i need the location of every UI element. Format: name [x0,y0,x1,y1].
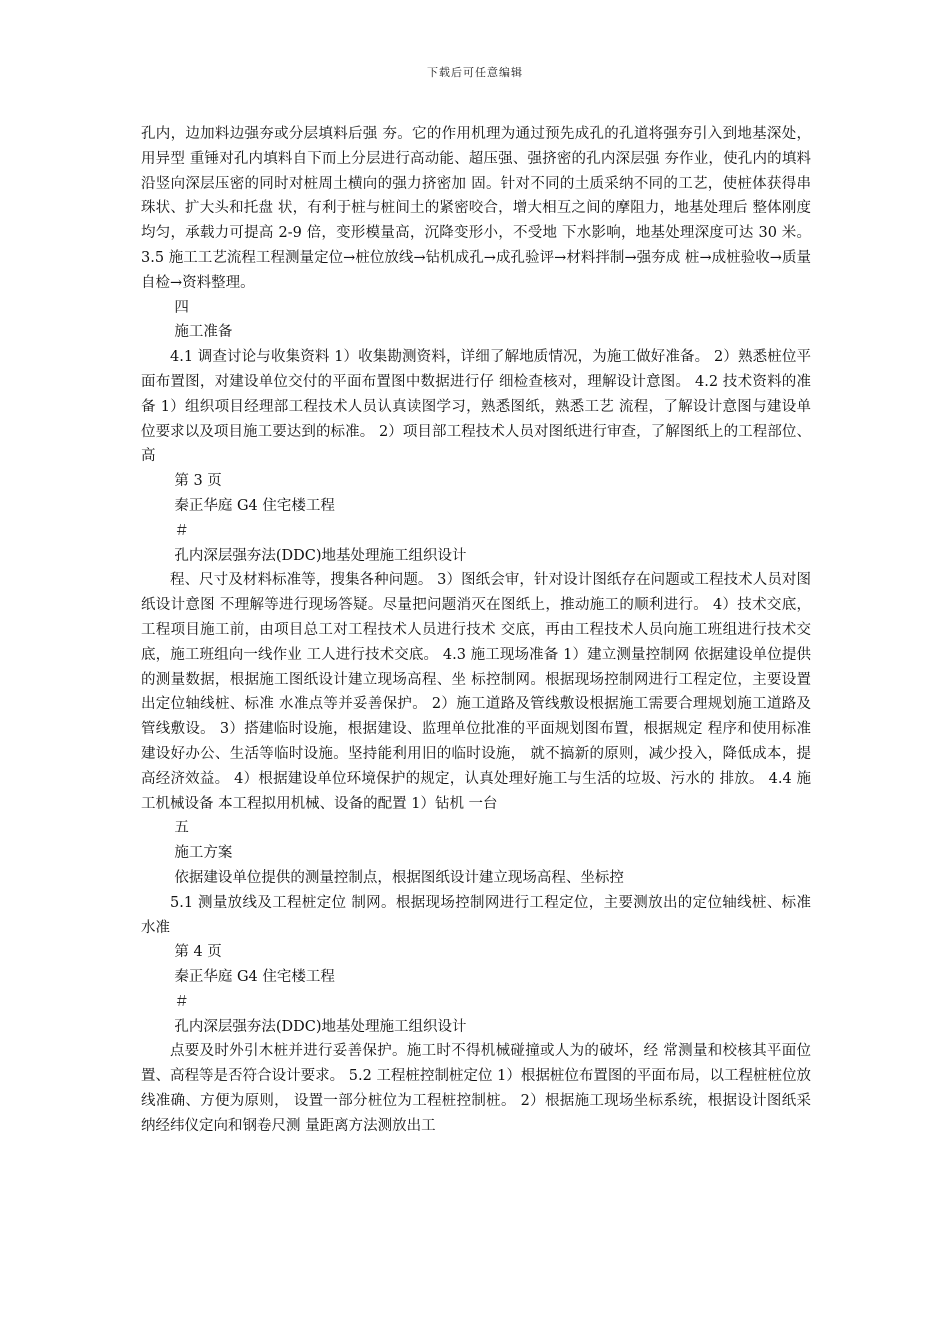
section-heading-plan: 施工方案 [174,845,233,862]
plan-intro-line: 依据建设单位提供的测量控制点，根据图纸设计建立现场高程、坐标控 [174,869,624,886]
section-number-four: 四 [174,299,189,316]
document-body [141,122,811,1139]
section-heading-preparation: 施工准备 [174,324,233,341]
page-number-3: 第 3 页 [174,473,222,490]
paragraph-survey-positioning: 5.1 测量放线及工程桩定位 制网。根据现场控制网进行工程定位，主要测放出的定位轴线桩、标准水准 [141,894,811,936]
paragraph-control-piles: 点要及时外引木桩并进行妥善保护。施工时不得机械碰撞或人为的破坏，经 常测量和校核其平面位置、高程等是否符合设计要求。 5.2 工程桩控制桩定位 1）根据桩位布置图的平面布局，以工程桩桩位放线准确、方便为原则， 设置一部分桩位为工程桩控制桩。 2）根据施工现场坐标系统，根据设计图纸采纳经纬仪定向和钢卷尺测 量距离方法测放出工 [141,1043,811,1134]
document-title: 孔内深层强夯法(DDC)地基处理施工组织设计 [174,1018,467,1035]
project-name: 秦正华庭 G4 住宅楼工程 [174,969,335,986]
page-number-4: 第 4 页 [174,944,222,961]
paragraph-ddc-mechanism: 孔内，边加料边强夯或分层填料后强 夯。它的作用机理为通过预先成孔的孔道将强夯引入到地基深处，用异型 重锤对孔内填料自下而上分层进行高动能、超压强、强挤密的孔内深层强 夯作业，使孔内的填料沿竖向深层压密的同时对桩周土横向的强力挤密加 固。针对不同的土质采纳不同的工艺，使桩体获得串珠状、扩大头和托盘 状，有利于桩与桩间土的紧密咬合，增大相互之间的摩阻力，地基处理后 整体刚度均匀，承载力可提高 2-9 倍，变形模量高，沉降变形小，不受地 下水影响，地基处理深度可达 30 米。 3.5 施工工艺流程工程测量定位→桩位放线→钻机成孔→成孔验评→材料拌制→强夯成 桩→成桩验收→质量自检→资料整理。 [141,126,811,291]
document-title: 孔内深层强夯法(DDC)地基处理施工组织设计 [174,547,467,564]
project-name: 秦正华庭 G4 住宅楼工程 [174,497,335,514]
hash-mark: ＃ [174,522,189,539]
page-header-note: 下载后可任意编辑 [427,66,523,79]
section-number-five: 五 [174,820,189,837]
paragraph-site-preparation: 程、尺寸及材料标准等，搜集各种问题。 3）图纸会审，针对设计图纸存在问题或工程技术人员对图纸设计意图 不理解等进行现场答疑。尽量把问题消灭在图纸上，推动施工的顺利进行。 4）技术交底，工程项目施工前，由项目总工对工程技术人员进行技术 交底，再由工程技术人员向施工班组进行技术交底，施工班组向一线作业 工人进行技术交底。 4.3 施工现场准备 1）建立测量控制网 依据建设单位提供的测量数据，根据施工图纸设计建立现场高程、坐 标控制网。根据现场控制网进行工程定位，主要设置出定位轴线桩、标准 水准点等并妥善保护。 2）施工道路及管线敷设根据施工需要合理规划施工道路及管线敷设。 3）搭建临时设施，根据建设、监理单位批准的平面规划图布置，根据规定 程序和使用标准建设好办公、生活等临时设施。坚持能利用旧的临时设施， 就不搞新的原则，减少投入，降低成本，提高经济效益。 4）根据建设单位环境保护的规定，认真处理好施工与生活的垃圾、污水的 排放。 4.4 施工机械设备 本工程拟用机械、设备的配置 1）钻机 一台 [141,572,811,812]
hash-mark: ＃ [174,993,189,1010]
paragraph-preparation: 4.1 调查讨论与收集资料 1）收集勘测资料，详细了解地质情况，为施工做好准备。 2）熟悉桩位平面布置图，对建设单位交付的平面布置图中数据进行仔 细检查核对，理解设计意图。 4.2 技术资料的准备 1）组织项目经理部工程技术人员认真读图学习，熟悉图纸，熟悉工艺 流程，了解设计意图与建设单位要求以及项目施工要达到的标准。 2）项目部工程技术人员对图纸进行审查，了解图纸上的工程部位、高 [141,349,811,465]
